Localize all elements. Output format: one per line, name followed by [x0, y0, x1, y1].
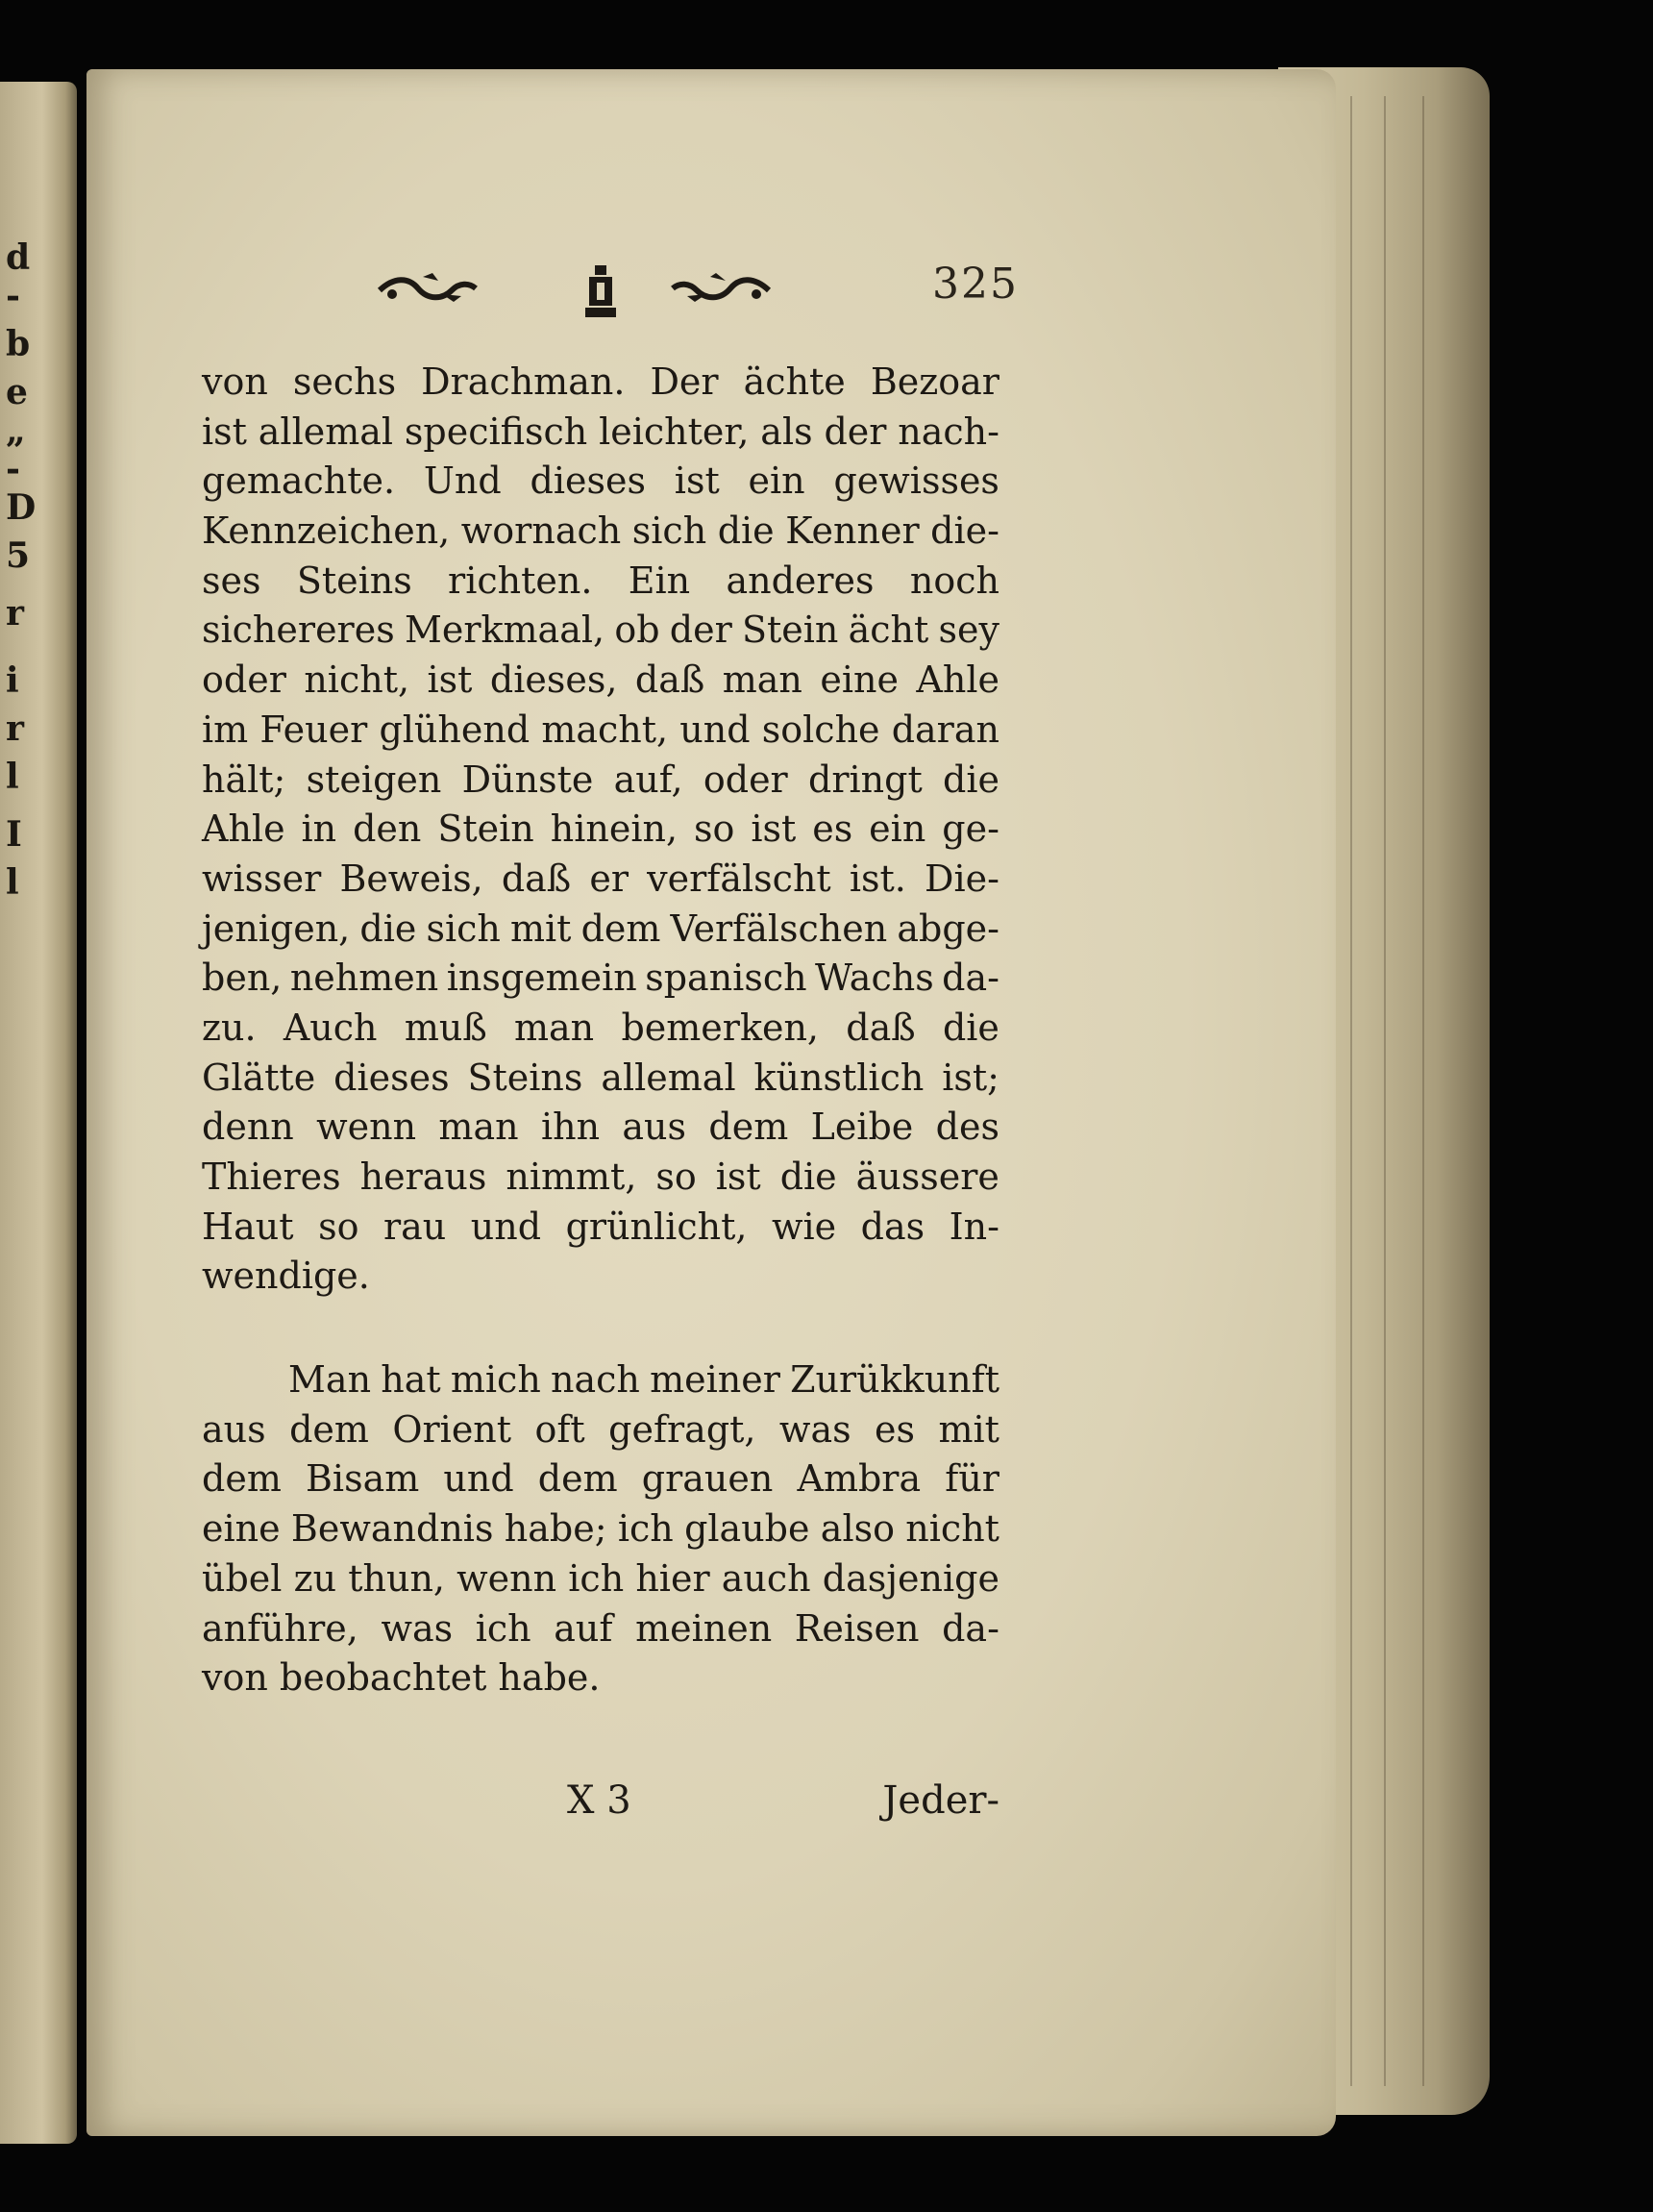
word: dieses	[530, 460, 646, 503]
word: ist	[674, 460, 720, 503]
word: ist	[751, 808, 797, 851]
word: hält;	[202, 758, 286, 801]
word: es	[875, 1407, 916, 1451]
word: Reisen	[794, 1606, 920, 1650]
text-line	[202, 656, 999, 706]
body-text	[202, 358, 999, 1703]
word: Beweis,	[339, 857, 483, 900]
word: für	[945, 1457, 999, 1501]
text-line	[202, 1504, 999, 1554]
word: nimmt,	[506, 1156, 637, 1198]
word: sich	[426, 907, 501, 950]
left-margin-fragment: r	[6, 708, 24, 749]
text-line	[202, 855, 999, 905]
text-line	[202, 954, 999, 1004]
word: ächt	[848, 609, 929, 652]
word: die	[717, 510, 775, 553]
left-margin-fragment: 5	[6, 535, 31, 576]
word: dem	[708, 1106, 789, 1149]
text-line	[202, 905, 999, 955]
word: Bezoar	[870, 360, 999, 403]
word: ben,	[202, 957, 283, 1000]
word: da-	[942, 1606, 999, 1650]
word: dieses,	[489, 659, 618, 702]
word: so	[318, 1205, 359, 1248]
left-margin-fragment: b	[6, 324, 31, 364]
text-line	[202, 1405, 999, 1455]
page-footer	[202, 1778, 999, 1836]
word: mit	[938, 1407, 999, 1451]
word: glaube	[684, 1507, 810, 1551]
word: heraus	[359, 1156, 487, 1198]
word: gemachte.	[202, 460, 396, 503]
text-line	[202, 1004, 999, 1054]
left-margin-fragment: l	[6, 862, 19, 903]
word: Und	[423, 460, 502, 503]
word: zu.	[202, 1006, 257, 1049]
word: spanisch	[645, 957, 807, 1000]
word: dem	[289, 1407, 369, 1451]
text-line	[202, 1454, 999, 1504]
word: also	[820, 1507, 895, 1551]
word: und	[443, 1457, 514, 1501]
word: wenn	[316, 1106, 417, 1149]
word: abge-	[897, 907, 999, 950]
word: Leibe	[810, 1106, 914, 1149]
word: was	[778, 1407, 851, 1451]
word: nach-	[898, 410, 999, 453]
word: so	[655, 1156, 697, 1198]
word: die	[779, 1156, 837, 1198]
word: aus	[622, 1106, 687, 1149]
word: Der	[650, 360, 719, 403]
word: Man	[288, 1358, 372, 1402]
word: Bisam	[305, 1457, 420, 1501]
word: aus	[202, 1407, 266, 1451]
word: ihn	[540, 1106, 601, 1149]
word: wie	[771, 1205, 837, 1248]
word: leichter,	[599, 410, 750, 453]
word: richten.	[448, 559, 593, 602]
word: wornach	[460, 510, 622, 553]
word: Stein	[437, 808, 534, 851]
word: jenigen,	[202, 907, 351, 950]
text-line	[202, 706, 999, 756]
word: hat	[381, 1358, 441, 1402]
word: auf,	[613, 758, 683, 801]
word: er	[589, 857, 629, 900]
word: dem	[537, 1457, 618, 1501]
word: sich	[631, 510, 707, 553]
word: Dünste	[461, 758, 594, 801]
word: die	[943, 758, 999, 801]
word: was	[381, 1606, 454, 1650]
word: verfälscht	[647, 857, 831, 900]
word: auch	[721, 1556, 811, 1600]
word: ein	[869, 808, 926, 851]
word: dieses	[333, 1056, 450, 1099]
word: macht,	[541, 708, 669, 751]
word: ist.	[849, 857, 906, 900]
text-line	[202, 756, 999, 806]
word: da-	[942, 957, 999, 1000]
word: wisser	[202, 857, 322, 900]
text-line	[202, 1604, 999, 1654]
word: oft	[534, 1407, 585, 1451]
word: denn	[202, 1106, 294, 1149]
text-line	[202, 408, 999, 458]
text-line	[202, 457, 999, 507]
text-line	[202, 1153, 999, 1203]
word: es	[812, 808, 853, 851]
word: Ahle	[202, 808, 285, 851]
left-margin-fragment: d	[6, 237, 31, 278]
word: gewisses	[833, 460, 999, 503]
signature-mark: X 3	[567, 1778, 631, 1823]
word: Steins	[296, 559, 412, 602]
word: ich	[475, 1606, 531, 1650]
word: meiner	[650, 1358, 780, 1402]
word: mich	[450, 1358, 541, 1402]
word: Kenner	[785, 510, 920, 553]
word: nicht	[905, 1507, 999, 1551]
word: eine	[820, 659, 899, 702]
text-line	[202, 507, 999, 557]
left-page-edge	[0, 82, 77, 2144]
word: In-	[949, 1205, 999, 1248]
word: Wachs	[815, 957, 934, 1000]
word: daran	[891, 708, 999, 751]
word: sey	[938, 609, 999, 652]
word: steigen	[306, 758, 442, 801]
word: oder	[202, 659, 286, 702]
word: dem	[580, 907, 661, 950]
word: ses	[202, 559, 261, 602]
word: muß	[404, 1006, 487, 1049]
word: Kennzeichen,	[202, 510, 451, 553]
word: so	[693, 808, 735, 851]
word: oder	[703, 758, 788, 801]
left-margin-fragment: i	[6, 660, 19, 701]
word: ächte	[743, 360, 846, 403]
word: man	[722, 659, 802, 702]
word: ist	[427, 659, 473, 702]
word: Orient	[392, 1407, 512, 1451]
word: in	[301, 808, 337, 851]
word: daß	[501, 857, 572, 900]
text-line	[202, 1103, 999, 1153]
text-line: von beobachtet habe.	[202, 1656, 601, 1700]
word: der	[824, 410, 887, 453]
text-line	[202, 1355, 999, 1405]
word: ist	[715, 1156, 761, 1198]
word: die	[359, 907, 417, 950]
word: ich	[617, 1507, 674, 1551]
left-margin-fragment: -	[6, 276, 20, 316]
word: ein	[748, 460, 805, 503]
word: des	[935, 1106, 999, 1149]
word: dasjenige	[822, 1556, 999, 1600]
word: rau	[382, 1205, 447, 1248]
word: Haut	[202, 1205, 294, 1248]
text-line	[202, 557, 999, 607]
page-header	[375, 260, 1038, 327]
text-line	[202, 358, 999, 408]
word: künstlich	[753, 1056, 925, 1099]
word: Auch	[283, 1006, 378, 1049]
fleuron-center-icon	[581, 263, 620, 319]
word: mit	[509, 907, 572, 950]
word: hier	[635, 1556, 710, 1600]
word: eine	[202, 1507, 281, 1551]
word: man	[513, 1006, 595, 1049]
word: allemal	[601, 1056, 736, 1099]
word: solche	[761, 708, 880, 751]
word: äussere	[855, 1156, 999, 1198]
word: glühend	[379, 708, 530, 751]
fleuron-right-icon	[668, 269, 774, 308]
word: Die-	[925, 857, 999, 900]
word: anführe,	[202, 1606, 358, 1650]
word: bemerken,	[621, 1006, 820, 1049]
word: daß	[634, 659, 705, 702]
word: Verfälschen	[670, 907, 888, 950]
word: habe;	[504, 1507, 607, 1551]
text-line	[202, 805, 999, 855]
word: gefragt,	[608, 1407, 756, 1451]
word: grünlicht,	[565, 1205, 748, 1248]
word: die-	[930, 510, 999, 553]
word: Thieres	[202, 1156, 341, 1198]
word: anderes	[726, 559, 875, 602]
word: ist	[202, 410, 247, 453]
word: nicht,	[304, 659, 410, 702]
page-number: 325	[932, 260, 1019, 309]
left-margin-fragment: D	[6, 487, 37, 528]
word: man	[438, 1106, 519, 1149]
word: dem	[202, 1457, 282, 1501]
word: die	[942, 1006, 999, 1049]
word: der	[669, 609, 732, 652]
word: ge-	[942, 808, 999, 851]
word: noch	[909, 559, 999, 602]
word: Bewandnis	[290, 1507, 494, 1551]
text-line	[202, 606, 999, 656]
word: zu	[293, 1556, 337, 1600]
word: insgemein	[446, 957, 637, 1000]
left-margin-fragment: -	[6, 449, 20, 489]
word: Feuer	[259, 708, 368, 751]
word: Steins	[467, 1056, 583, 1099]
word: Merkmaal,	[404, 609, 605, 652]
fleuron-left-icon	[375, 269, 481, 308]
word: dringt	[808, 758, 923, 801]
word: Glätte	[202, 1056, 316, 1099]
left-margin-fragment: r	[6, 593, 24, 634]
word: den	[353, 808, 422, 851]
word: und	[679, 708, 751, 751]
text-line: wendige.	[202, 1255, 370, 1298]
word: thun,	[348, 1556, 446, 1600]
word: sechs	[292, 360, 397, 403]
word: sichereres	[202, 609, 395, 652]
left-margin-fragment: l	[6, 757, 19, 797]
word: Ahle	[916, 659, 999, 702]
word: Ein	[628, 559, 691, 602]
word: und	[470, 1205, 542, 1248]
word: ob	[614, 609, 660, 652]
word: übel	[202, 1556, 283, 1600]
word: grauen	[641, 1457, 774, 1501]
word: das	[860, 1205, 925, 1248]
text-line	[202, 1203, 999, 1253]
word: im	[202, 708, 249, 751]
word: nach	[551, 1358, 640, 1402]
paragraph-gap	[202, 1302, 999, 1355]
word: hinein,	[550, 808, 678, 851]
left-margin-fragment: „	[6, 410, 26, 451]
left-margin-fragment: e	[6, 372, 28, 412]
word: Stein	[741, 609, 839, 652]
word: ist;	[942, 1056, 999, 1099]
text-line	[202, 1554, 999, 1604]
word: Zurükkunft	[790, 1358, 999, 1402]
word: auf	[554, 1606, 613, 1650]
word: allemal	[258, 410, 394, 453]
catchword: Jeder-	[882, 1778, 999, 1823]
word: als	[760, 410, 813, 453]
word: ich	[568, 1556, 625, 1600]
word: meinen	[635, 1606, 773, 1650]
word: specifisch	[404, 410, 588, 453]
text-line	[202, 1054, 999, 1104]
word: Ambra	[797, 1457, 922, 1501]
word: Drachman.	[421, 360, 626, 403]
word: wenn	[456, 1556, 557, 1600]
word: daß	[846, 1006, 916, 1049]
left-margin-fragment: I	[6, 814, 22, 855]
word: von	[202, 360, 268, 403]
word: nehmen	[289, 957, 439, 1000]
